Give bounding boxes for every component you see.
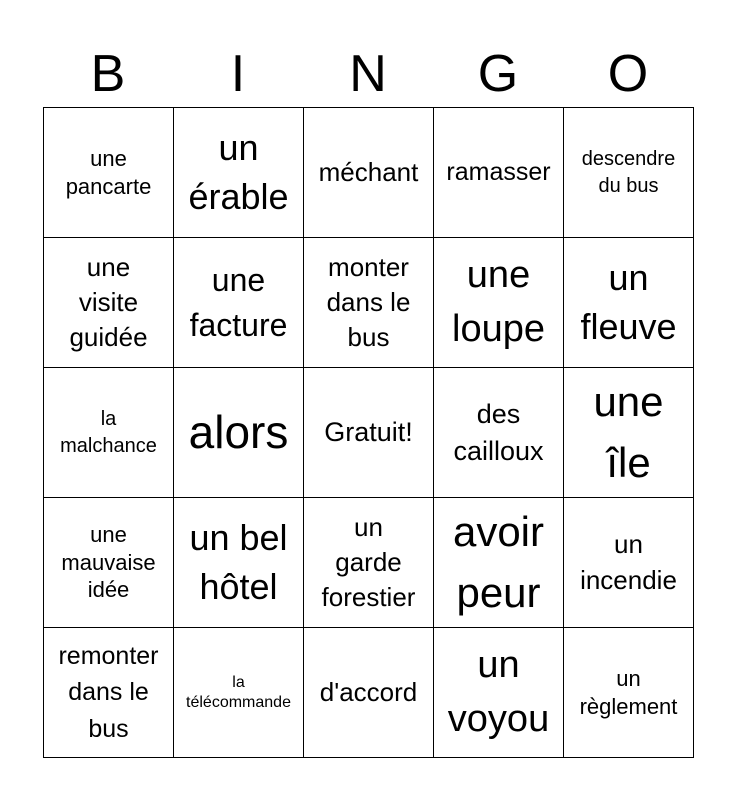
cell-text: avoir peur [452, 507, 545, 616]
cell-text: remonter dans le bus [58, 642, 159, 743]
bingo-row [44, 368, 694, 498]
cell-text: ramasser [446, 158, 551, 187]
bingo-cell[interactable] [434, 108, 564, 238]
bingo-card-grid [43, 107, 694, 758]
bingo-row [44, 498, 694, 628]
cell-text: descendre du bus [581, 147, 676, 197]
bingo-row [44, 108, 694, 238]
bingo-cell[interactable] [564, 238, 694, 368]
bingo-cell[interactable] [174, 108, 304, 238]
bingo-cell[interactable] [434, 238, 564, 368]
header-letter-n: N [349, 45, 387, 103]
bingo-cell[interactable] [304, 238, 434, 368]
bingo-cell[interactable] [44, 628, 174, 758]
header-letter-i: I [230, 45, 246, 103]
bingo-cell[interactable] [564, 108, 694, 238]
header-letter-g: G [477, 45, 519, 103]
cell-text: Gratuit! [324, 417, 413, 448]
cell-text: alors [188, 405, 289, 458]
header-letter-o: O [607, 45, 649, 103]
cell-text: une mauvaise idée [61, 522, 156, 603]
cell-text: la malchance [60, 407, 157, 457]
bingo-cell[interactable] [174, 238, 304, 368]
cell-text: une facture [189, 261, 288, 343]
cell-text: la télécommande [186, 673, 291, 711]
bingo-row [44, 628, 694, 758]
cell-text: un incendie [580, 529, 677, 595]
cell-text: une visite guidée [69, 251, 148, 353]
bingo-header [43, 40, 693, 108]
bingo-row [44, 238, 694, 368]
bingo-cell[interactable] [174, 628, 304, 758]
cell-text: un bel hôtel [189, 516, 288, 607]
cell-text: d'accord [319, 676, 418, 707]
bingo-cell[interactable] [44, 498, 174, 628]
bingo-cell[interactable] [434, 368, 564, 498]
bingo-cell[interactable] [564, 628, 694, 758]
cell-text: méchant [318, 156, 419, 187]
bingo-cell[interactable] [304, 108, 434, 238]
cell-text: monter dans le bus [326, 251, 411, 353]
cell-text: un érable [188, 126, 289, 217]
cell-text: un garde forestier [321, 511, 416, 613]
cell-text: une loupe [452, 254, 545, 350]
cell-text: une pancarte [65, 146, 152, 199]
bingo-cell[interactable] [44, 108, 174, 238]
bingo-cell[interactable] [304, 368, 434, 498]
bingo-cell[interactable] [174, 368, 304, 498]
cell-text: des cailloux [453, 399, 544, 466]
bingo-cell[interactable] [304, 498, 434, 628]
bingo-cell[interactable] [564, 498, 694, 628]
bingo-cell[interactable] [564, 368, 694, 498]
cell-text: un fleuve [580, 256, 677, 347]
bingo-cell[interactable] [44, 238, 174, 368]
bingo-cell[interactable] [304, 628, 434, 758]
bingo-cell[interactable] [44, 368, 174, 498]
cell-text: un voyou [447, 644, 550, 740]
cell-text: une île [593, 377, 664, 486]
bingo-cell[interactable] [434, 628, 564, 758]
bingo-cell[interactable] [174, 498, 304, 628]
cell-text: un règlement [579, 666, 678, 719]
header-letter-b: B [90, 45, 126, 103]
bingo-cell[interactable] [434, 498, 564, 628]
